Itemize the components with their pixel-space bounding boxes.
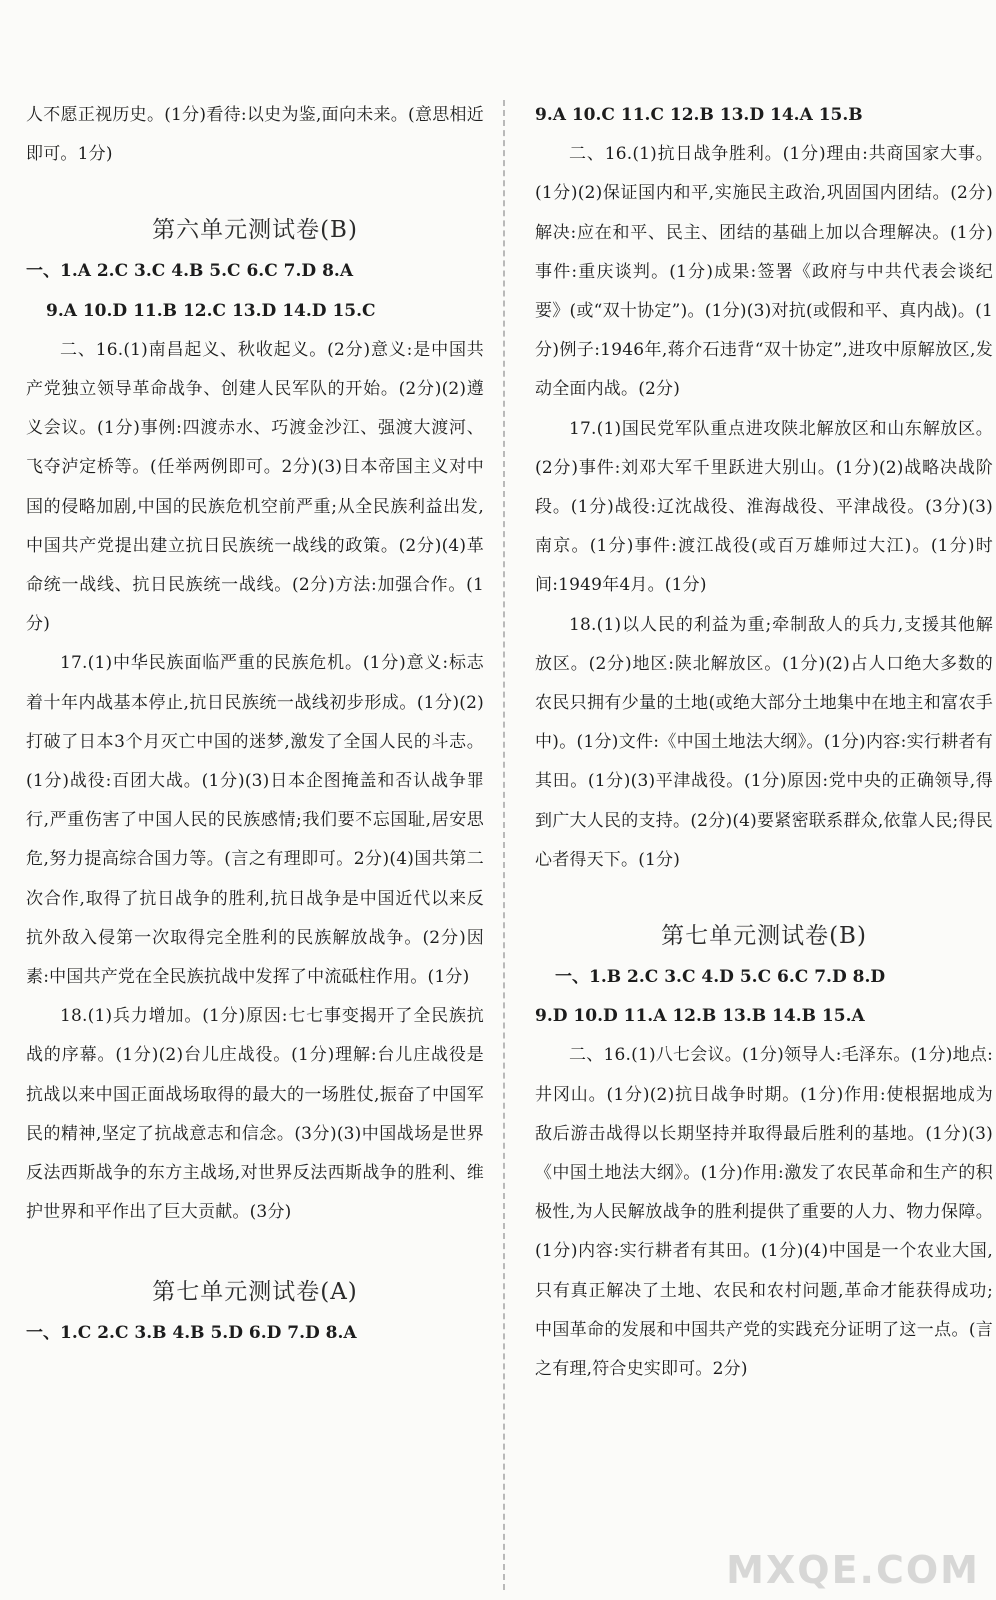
choice-answers-line: 一、1.B 2.C 3.C 4.D 5.C 6.C 7.D 8.D <box>555 967 886 988</box>
section-heading-unit6-b: 第六单元测试卷(B) <box>152 217 358 244</box>
choice-answers-line: 一、1.C 2.C 3.B 4.B 5.D 6.D 7.D 8.A <box>26 1323 357 1344</box>
choice-answers-line: 9.D 10.D 11.A 12.B 13.B 14.B 15.A <box>535 1006 865 1027</box>
answer-paragraph: 人不愿正视历史。(1分)看待:以史为鉴,面向未来。(意思相近即可。1分) <box>26 105 484 165</box>
column-divider <box>503 100 505 1590</box>
left-column <box>26 96 484 1354</box>
choice-answers-line: 9.A 10.D 11.B 12.C 13.D 14.D 15.C <box>46 300 376 321</box>
section-heading-unit7-a: 第七单元测试卷(A) <box>152 1279 358 1306</box>
answer-q16: 二、16.(1)南昌起义、秋收起义。(2分)意义:是中国共产党独立领导革命战争、创建人民军队的开始。(2分)(2)遵义会议。(1分)事例:四渡赤水、巧渡金沙江、强渡大渡河、飞夺泸定桥等。(任举两例即可。2分)(3)日本帝国主义对中国的侵略加剧,中国的民族危机空前严重;从全民族利益出发,中国共产党提出建立抗日民族统一战线的政策。(2分)(4)革命统一战线、抗日民族统一战线。(2分)方法:加强合作。(1分) <box>26 339 484 635</box>
answer-q17: 17.(1)中华民族面临严重的民族危机。(1分)意义:标志着十年内战基本停止,抗日民族统一战线初步形成。(1分)(2)打破了日本3个月灭亡中国的迷梦,激发了全国人民的斗志。(1分)战役:百团大战。(1分)(3)日本企图掩盖和否认战争罪行,严重伤害了中国人民的民族感情;我们要不忘国耻,居安思危,努力提高综合国力等。(言之有理即可。2分)(4)国共第二次合作,取得了抗日战争的胜利,抗日战争是中国近代以来反抗外敌入侵第一次取得完全胜利的民族解放战争。(2分)因素:中国共产党在全民族抗战中发挥了中流砥柱作用。(1分) <box>26 653 484 988</box>
answer-q18: 18.(1)兵力增加。(1分)原因:七七事变揭开了全民族抗战的序幕。(1分)(2)台儿庄战役。(1分)理解:台儿庄战役是抗战以来中国正面战场取得的最大的一场胜仗,振奋了中国军民的精神,坚定了抗战意志和信念。(3分)(3)中国战场是世界反法西斯战争的东方主战场,对世界反法西斯战争的胜利、维护世界和平作出了巨大贡献。(3分) <box>26 1006 484 1223</box>
watermark-logo: MXQE.COM <box>726 1548 980 1592</box>
section-heading-unit7-b: 第七单元测试卷(B) <box>661 923 867 950</box>
answer-q16-unit7b: 二、16.(1)八七会议。(1分)领导人:毛泽东。(1分)地点:井冈山。(1分)(2)抗日战争时期。(1分)作用:使根据地成为敌后游击战得以长期坚持并取得最后胜利的基地。(1分)(3)《中国土地法大纲》。(1分)作用:激发了农民革命和生产的积极性,为人民解放战争的胜利提供了重要的人力、物力保障。(1分)内容:实行耕者有其田。(1分)(4)中国是一个农业大国,只有真正解决了土地、农民和农村问题,革命才能获得成功;中国革命的发展和中国共产党的实践充分证明了这一点。(言之有理,符合史实即可。2分) <box>535 1045 993 1380</box>
answer-q18: 18.(1)以人民的利益为重;牵制敌人的兵力,支援其他解放区。(2分)地区:陕北解放区。(1分)(2)占人口绝大多数的农民只拥有少量的土地(或绝大部分土地集中在地主和富农手中)。(1分)文件:《中国土地法大纲》。(1分)内容:实行耕者有其田。(1分)(3)平津战役。(1分)原因:党中央的正确领导,得到广大人民的支持。(2分)(4)要紧密联系群众,依靠人民;得民心者得天下。(1分) <box>535 614 993 870</box>
answer-q17: 17.(1)国民党军队重点进攻陕北解放区和山东解放区。(2分)事件:刘邓大军千里跃进大别山。(1分)(2)战略决战阶段。(1分)战役:辽沈战役、淮海战役、平津战役。(3分)(3)南京。(1分)事件:渡江战役(或百万雄师过大江)。(1分)时间:1949年4月。(1分) <box>535 418 993 596</box>
answer-q16: 二、16.(1)抗日战争胜利。(1分)理由:共商国家大事。(1分)(2)保证国内和平,实施民主政治,巩固国内团结。(2分)解决:应在和平、民主、团结的基础上加以合理解决。(1分)事件:重庆谈判。(1分)成果:签署《政府与中共代表会谈纪要》(或“双十协定”)。(1分)(3)对抗(或假和平、真内战)。(1分)例子:1946年,蒋介石违背“双十协定”,进攻中原解放区,发动全面内战。(2分) <box>535 144 993 400</box>
right-column <box>535 96 993 1389</box>
choice-answers-line: 一、1.A 2.C 3.C 4.B 5.C 6.C 7.D 8.A <box>26 261 354 282</box>
choice-answers-line: 9.A 10.C 11.C 12.B 13.D 14.A 15.B <box>535 105 863 125</box>
